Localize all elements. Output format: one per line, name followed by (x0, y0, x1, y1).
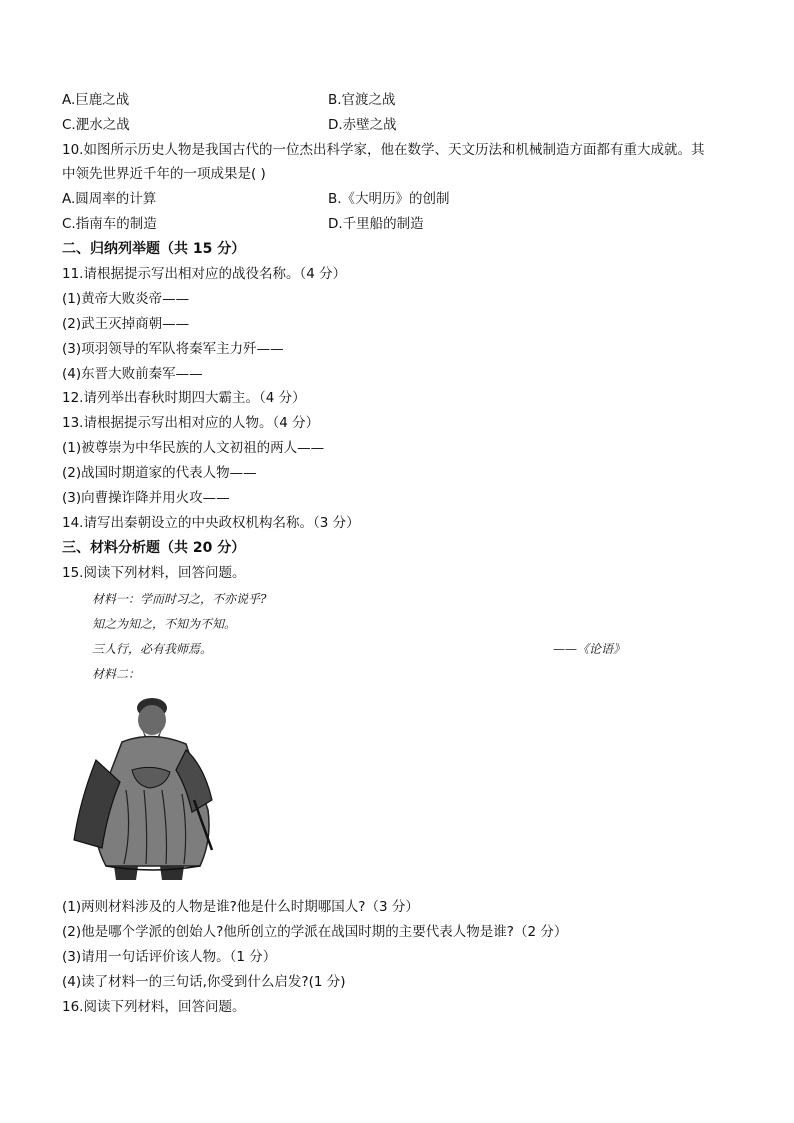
section2-title: 二、归纳列举题（共 15 分） (62, 241, 246, 257)
q15-material1-line1: 材料一：学而时习之，不亦说乎? (92, 592, 267, 606)
q15-stem: 15.阅读下列材料，回答问题。 (62, 565, 246, 581)
q9-option-c: C.淝水之战 (62, 117, 130, 133)
q9-option-d: D.赤壁之战 (328, 117, 397, 133)
q11-stem: 11.请根据提示写出相对应的战役名称。（4 分） (62, 266, 347, 282)
q10-option-a: A.圆周率的计算 (62, 191, 157, 207)
q15-material1-line3: 三人行，必有我师焉。 (92, 642, 213, 656)
q10-stem-line2: 中领先世界近千年的一项成果是( ) (62, 166, 266, 182)
q10-option-b: B.《大明历》的创制 (328, 191, 450, 207)
q10-option-c: C.指南车的制造 (62, 216, 157, 232)
q15-question-3: (3)请用一句话评价该人物。（1 分） (62, 949, 277, 965)
q9-option-b: B.官渡之战 (328, 92, 396, 108)
q13-item-3: (3)向曹操诈降并用火攻—— (62, 490, 230, 506)
q15-question-2: (2)他是哪个学派的创始人?他所创立的学派在战国时期的主要代表人物是谁?（2 分） (62, 924, 568, 940)
q13-stem: 13.请根据提示写出相对应的人物。（4 分） (62, 415, 320, 431)
q15-material1-line2: 知之为知之，不知为不知。 (92, 617, 237, 631)
q13-item-2: (2)战国时期道家的代表人物—— (62, 465, 257, 481)
q14-stem: 14.请写出秦朝设立的中央政权机构名称。（3 分） (62, 515, 360, 531)
q15-material2-label: 材料二： (92, 667, 141, 681)
q10-option-d: D.千里船的制造 (328, 216, 424, 232)
q11-item-1: (1)黄帝大败炎帝—— (62, 291, 190, 307)
q15-question-1: (1)两则材料涉及的人物是谁?他是什么时期哪国人?（3 分） (62, 899, 419, 915)
q10-stem-line1: 10.如图所示历史人物是我国古代的一位杰出科学家，他在数学、天文历法和机械制造方面都有重大成就。其 (62, 142, 705, 158)
q13-item-1: (1)被尊崇为中华民族的人文初祖的两人—— (62, 440, 325, 456)
q11-item-4: (4)东晋大败前秦军—— (62, 366, 203, 382)
q11-item-2: (2)武王灭掉商朝—— (62, 316, 190, 332)
q15-material1-source: ——《论语》 (553, 642, 626, 656)
q11-item-3: (3)项羽领导的军队将秦军主力歼—— (62, 341, 284, 357)
q9-option-a: A.巨鹿之战 (62, 92, 130, 108)
q15-question-4: (4)读了材料一的三句话,你受到什么启发?(1 分) (62, 974, 346, 990)
confucius-illustration (62, 690, 230, 886)
q16-stem: 16.阅读下列材料，回答问题。 (62, 999, 246, 1015)
q12-stem: 12.请列举出春秋时期四大霸主。（4 分） (62, 390, 306, 406)
section3-title: 三、材料分析题（共 20 分） (62, 540, 246, 556)
